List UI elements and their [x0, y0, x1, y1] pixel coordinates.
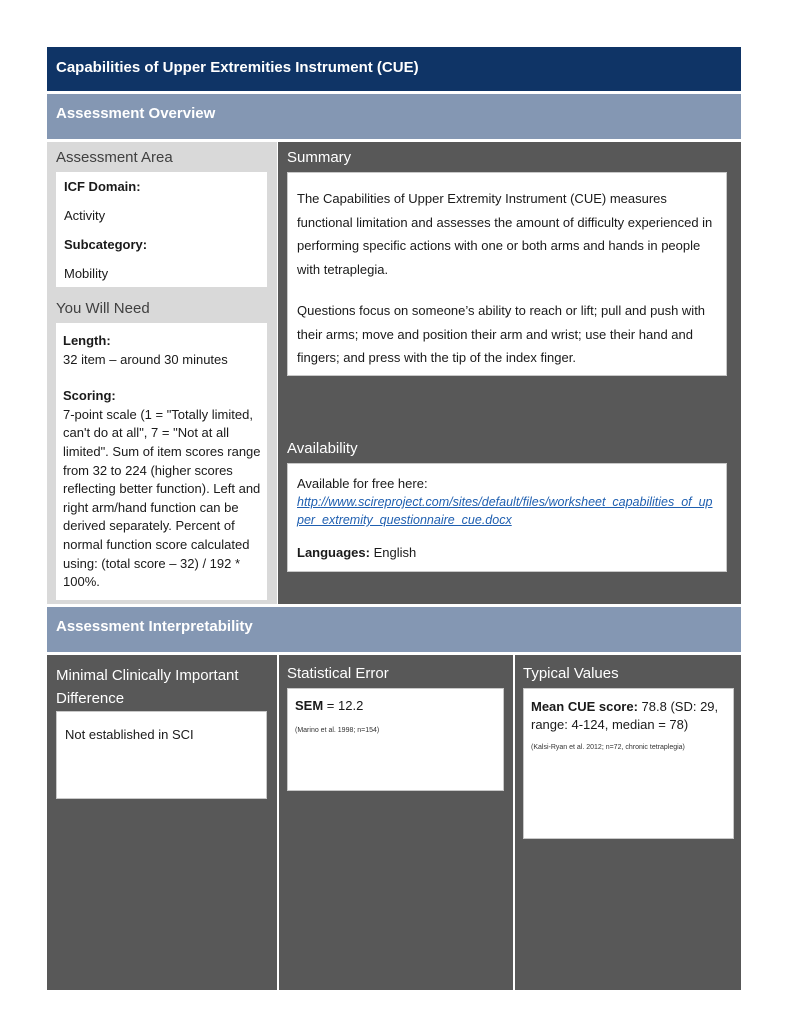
icf-domain-value: Activity	[64, 208, 106, 223]
scoring-label: Scoring:	[63, 388, 116, 404]
statistical-error-box	[287, 688, 504, 791]
typical-values-citation: (Kalsi-Ryan et al. 2012; n=72, chronic tetraplegia)	[531, 744, 685, 751]
column-divider	[513, 655, 515, 990]
length-label: Length:	[63, 333, 111, 348]
mcid-box	[56, 711, 267, 799]
worksheet-link[interactable]: http://www.scireproject.com/sites/default/files/worksheet_capabilities_of_upper_extremity_questionnaire_cue.docx	[297, 495, 713, 527]
availability-heading: Availability	[287, 440, 358, 457]
languages-label: Languages:	[297, 545, 370, 560]
you-will-need-box	[56, 323, 267, 600]
section-header-interpretability: Assessment Interpretability	[47, 607, 741, 652]
sem-value: = 12.2	[326, 698, 364, 713]
summary-box	[287, 172, 727, 376]
mean-score-label: Mean CUE score:	[531, 699, 638, 714]
page-title: Capabilities of Upper Extremities Instrument (CUE)	[47, 47, 741, 91]
statistical-error-heading: Statistical Error	[287, 665, 389, 682]
typical-values-box	[523, 688, 734, 839]
summary-heading: Summary	[287, 149, 352, 166]
languages-value: English	[373, 545, 417, 560]
subcategory-value: Mobility	[64, 266, 109, 281]
mcid-heading: Minimal Clinically Important Difference	[56, 667, 239, 707]
you-will-need-heading: You Will Need	[56, 300, 150, 317]
typical-values-heading: Typical Values	[523, 665, 619, 682]
assessment-area-box	[56, 172, 267, 287]
summary-paragraph-1: The Capabilities of Upper Extremity Instrument (CUE) measures functional limitation and assesses the amount of difficulty experienced in performing specific actions with one or both arms and hands in people with tetraplegia.	[297, 191, 713, 277]
length-value: 32 item – around 30 minutes	[63, 351, 228, 367]
assessment-area-heading: Assessment Area	[56, 149, 173, 166]
subcategory-label: Subcategory:	[64, 237, 148, 252]
section-header-overview: Assessment Overview	[47, 94, 741, 139]
scoring-text: 7-point scale (1 = "Totally limited, can't do at all", 7 = "Not at all limited". Sum of item scores range from 32 to 224 (higher scores reflecting better function). Left and right arm/hand function can be derived separately. Percent of normal function score calculated using: (total score – 32) / 192 * 100%.	[63, 406, 261, 590]
availability-box	[287, 463, 727, 572]
mcid-text: Not established in SCI	[65, 727, 194, 742]
sem-label: SEM	[295, 698, 324, 713]
summary-paragraph-2: Questions focus on someone’s ability to reach or lift; pull and push with their arms; move and position their arm and wrist; use their hand and fingers; and press with the tip of the index finger.	[297, 303, 706, 365]
icf-domain-label: ICF Domain:	[64, 179, 141, 194]
availability-intro: Available for free here:	[297, 476, 428, 491]
column-divider	[277, 655, 279, 990]
sem-citation: (Marino et al. 1998; n=154)	[295, 727, 380, 734]
mean-score-value: 78.8 (SD: 29, range: 4-124, median = 78)	[531, 699, 719, 732]
